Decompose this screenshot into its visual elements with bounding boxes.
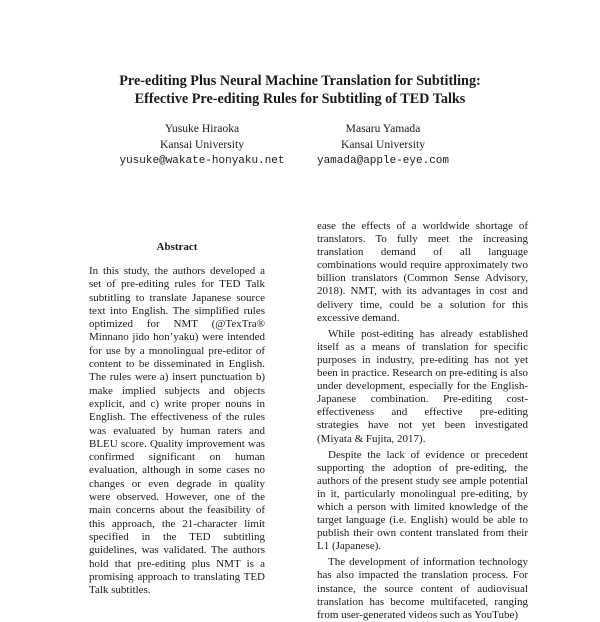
body-paragraph: While post-editing has already established itself as a means of translation for specific purposes in industry, pre-editing has not yet been in practice. Research on pre-editing is also under development, especially for the English-Japanese combination. Pre-editing cost-effectiveness and effective pre-editing strategies have not yet been investigated (Miyata & Fujita, 2017).	[317, 327, 528, 445]
body-paragraph: ease the effects of a worldwide shortage of translators. To fully meet the increasing translation demand of all language combinations would require approximately two billion translators (Common Sense Advisory, 2018). NMT, with its advantages in cost and delivery time, could be a solution for this excessive demand.	[317, 220, 528, 324]
author-name: Yusuke Hiraoka	[164, 122, 240, 135]
author-block-2	[273, 121, 493, 169]
author-name: Masaru Yamada	[345, 122, 421, 135]
author-affiliation: Kansai University	[159, 138, 245, 151]
author-affiliation: Kansai University	[340, 138, 426, 151]
author-email[interactable]: yamada@apple-eye.com	[316, 155, 450, 167]
abstract-heading: Abstract	[156, 241, 198, 253]
body-paragraph: Despite the lack of evidence or precedent supporting the adoption of pre-editing, the authors of the present study see ample potential in it, particularly monolingual pre-editing, by which a person with limited knowledge of the target language (i.e. English) would be able to publish their own content translated from their L1 (Japanese).	[317, 448, 528, 553]
body-column-right	[317, 220, 528, 621]
title-line-1: Pre-editing Plus Neural Machine Translation for Subtitling:	[119, 73, 481, 89]
body-paragraph: The development of information technology has also impacted the translation process. For instance, the source content of audiovisual translation has become multifaceted, ranging from user-generated videos such as YouTube)	[317, 556, 528, 621]
title-line-2: Effective Pre-editing Rules for Subtitling of TED Talks	[134, 91, 466, 107]
abstract-text: In this study, the authors developed a set of pre-editing rules for TED Talk subtitling to translate Japanese source text into English. The simplified rules optimized for NMT (@TexTra® Minnano jido hon’yaku) were intended for use by a monolingual pre-editor of content to be disseminated in English. The rules were a) insert punctuation b) make implied subjects and objects explicit, and c) write proper nouns in English. The effectiveness of the rules was evaluated by human raters and BLEU score. Quality improvement was confirmed significant on human evaluation, although in some cases no changes or even degrade in quality were observed. However, one of the main concerns about the feasibility of this approach, the 21-character limit specified in the TED subtitling guidelines, was validated. The authors hold that pre-editing plus NMT is a promising approach to translating TED Talk subtitles.	[89, 265, 265, 597]
paper-title	[40, 72, 560, 108]
author-email[interactable]: yusuke@wakate-honyaku.net	[119, 155, 285, 167]
